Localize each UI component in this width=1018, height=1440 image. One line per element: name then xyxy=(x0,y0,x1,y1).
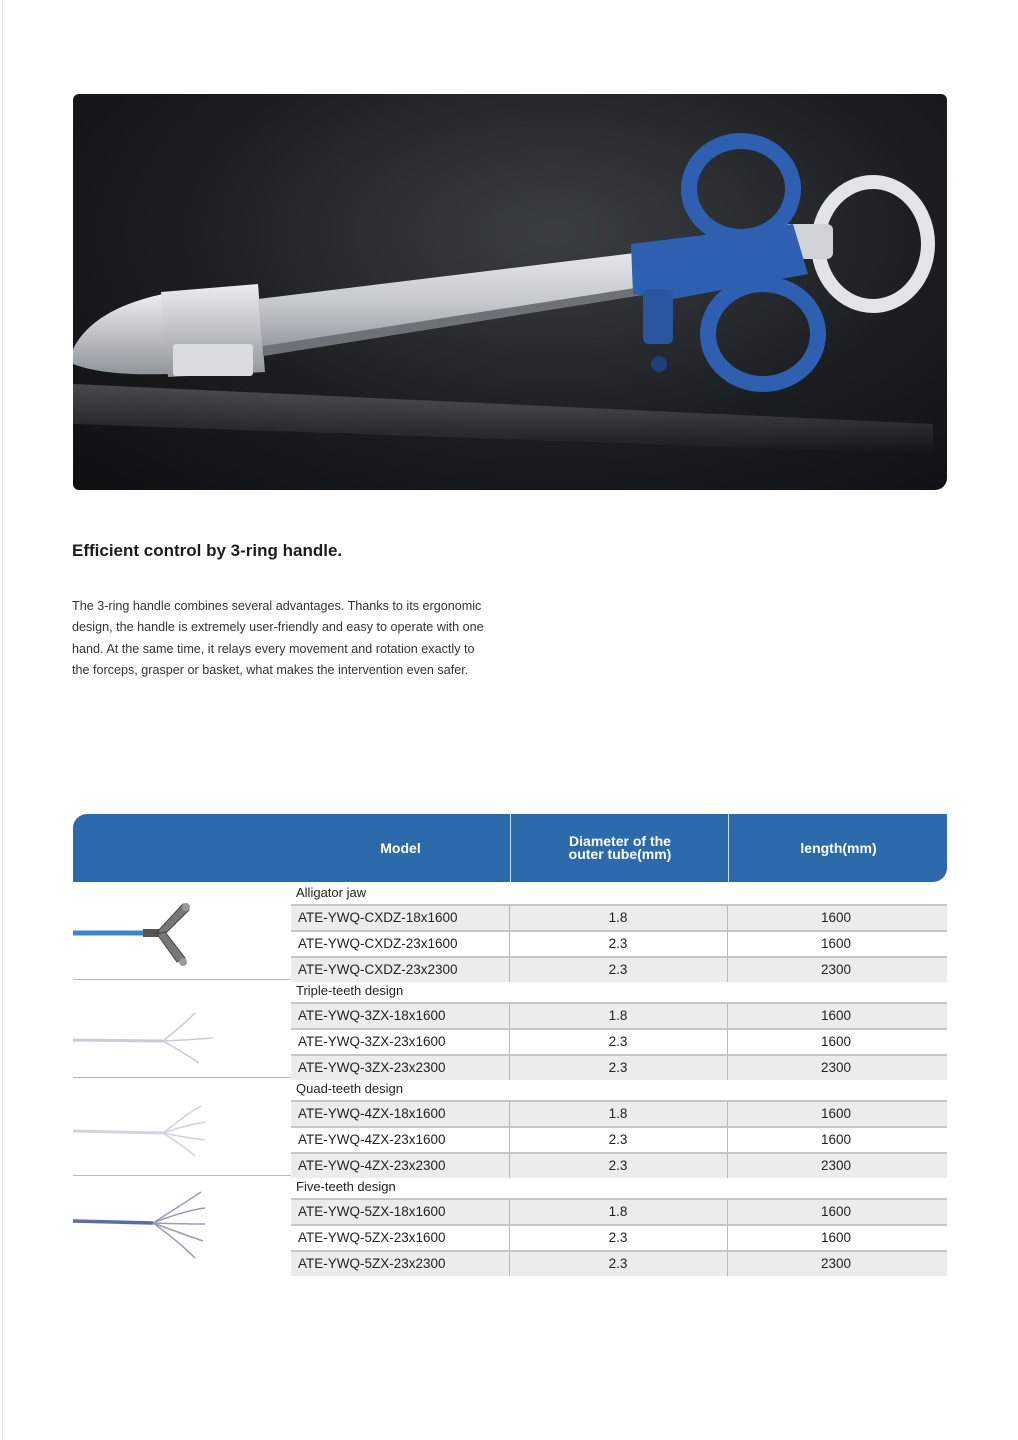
three-ring-handle-icon xyxy=(73,94,947,490)
column-divider xyxy=(727,932,728,956)
table-row xyxy=(291,930,947,956)
model-cell: ATE-YWQ-3ZX-18x1600 xyxy=(298,1008,446,1023)
diameter-cell: 2.3 xyxy=(608,962,628,977)
column-divider xyxy=(509,1200,510,1224)
section-heading: Efficient control by 3-ring handle. xyxy=(72,541,343,560)
column-divider xyxy=(727,1004,728,1028)
table-row xyxy=(291,1002,947,1028)
column-header-length: length(mm) xyxy=(728,814,948,882)
length-cell: 1600 xyxy=(820,1008,852,1023)
product-group xyxy=(73,1176,947,1273)
table-row xyxy=(291,1054,947,1080)
column-divider xyxy=(727,1226,728,1250)
group-title: Five-teeth design xyxy=(296,1179,396,1194)
table-row xyxy=(291,1250,947,1276)
product-group xyxy=(73,1078,947,1176)
diameter-cell: 1.8 xyxy=(608,1008,628,1023)
model-cell: ATE-YWQ-3ZX-23x1600 xyxy=(298,1034,446,1049)
model-cell: ATE-YWQ-CXDZ-23x1600 xyxy=(298,936,458,951)
table-row xyxy=(291,1100,947,1126)
specification-table xyxy=(73,814,947,1273)
column-divider xyxy=(727,1252,728,1276)
column-divider xyxy=(727,1154,728,1178)
length-cell: 2300 xyxy=(820,1060,852,1075)
model-cell: ATE-YWQ-CXDZ-18x1600 xyxy=(298,910,458,925)
length-cell: 1600 xyxy=(820,1230,852,1245)
diameter-cell: 2.3 xyxy=(608,1132,628,1147)
length-cell: 2300 xyxy=(820,1158,852,1173)
table-header xyxy=(73,814,947,882)
column-header-diameter-text: Diameter of the outer tube(mm) xyxy=(568,833,672,862)
model-cell: ATE-YWQ-CXDZ-23x2300 xyxy=(298,962,458,977)
column-divider xyxy=(509,1154,510,1178)
diameter-cell: 2.3 xyxy=(608,936,628,951)
diameter-cell: 1.8 xyxy=(608,1204,628,1219)
model-cell: ATE-YWQ-4ZX-23x2300 xyxy=(298,1158,446,1173)
table-row xyxy=(291,904,947,930)
table-row xyxy=(291,956,947,982)
length-cell: 1600 xyxy=(820,1034,852,1049)
product-photo xyxy=(73,94,947,490)
column-header-diameter xyxy=(510,814,729,882)
column-divider xyxy=(509,906,510,930)
product-group xyxy=(73,980,947,1078)
length-cell: 1600 xyxy=(820,1106,852,1121)
column-divider xyxy=(509,1102,510,1126)
table-row xyxy=(291,1224,947,1250)
product-group xyxy=(73,882,947,980)
diameter-cell: 2.3 xyxy=(608,1256,628,1271)
length-cell: 2300 xyxy=(820,1256,852,1271)
group-title: Triple-teeth design xyxy=(296,983,404,998)
column-divider xyxy=(727,1102,728,1126)
table-row xyxy=(291,1126,947,1152)
model-cell: ATE-YWQ-5ZX-18x1600 xyxy=(298,1204,446,1219)
column-header-model: Model xyxy=(380,839,421,856)
table-row xyxy=(291,1152,947,1178)
group-rows xyxy=(291,904,947,982)
diameter-cell: 1.8 xyxy=(608,910,628,925)
table-row xyxy=(291,1028,947,1054)
column-divider xyxy=(727,1056,728,1080)
column-divider xyxy=(509,1030,510,1054)
length-cell: 2300 xyxy=(820,962,852,977)
diameter-cell: 1.8 xyxy=(608,1106,628,1121)
table-body xyxy=(73,882,947,1273)
page-edge-line xyxy=(2,0,3,1440)
model-cell: ATE-YWQ-5ZX-23x1600 xyxy=(298,1230,446,1245)
group-title: Alligator jaw xyxy=(296,885,367,900)
group-rows xyxy=(291,1198,947,1276)
column-divider xyxy=(727,906,728,930)
column-divider xyxy=(509,1056,510,1080)
column-divider xyxy=(509,1004,510,1028)
length-cell: 1600 xyxy=(820,910,852,925)
diameter-cell: 2.3 xyxy=(608,1230,628,1245)
column-divider xyxy=(509,932,510,956)
column-divider xyxy=(509,958,510,982)
column-divider xyxy=(509,1226,510,1250)
group-rows xyxy=(291,1100,947,1178)
model-cell: ATE-YWQ-3ZX-23x2300 xyxy=(298,1060,446,1075)
table-row xyxy=(291,1198,947,1224)
column-divider xyxy=(727,1200,728,1224)
diameter-cell: 2.3 xyxy=(608,1060,628,1075)
column-divider xyxy=(727,1128,728,1152)
group-rows xyxy=(291,1002,947,1080)
length-cell: 1600 xyxy=(820,1132,852,1147)
column-divider xyxy=(727,1030,728,1054)
description-paragraph: The 3-ring handle combines several advantages. Thanks to its ergonomic design, the handle is extremely user-friendly and easy to operate with one hand. At the same time, it relays every movement and rotation exactly to the forceps, grasper or basket, what makes the intervention even safer. xyxy=(72,599,484,677)
column-divider xyxy=(727,958,728,982)
group-title: Quad-teeth design xyxy=(296,1081,403,1096)
model-cell: ATE-YWQ-5ZX-23x2300 xyxy=(298,1256,446,1271)
diameter-cell: 2.3 xyxy=(608,1034,628,1049)
model-cell: ATE-YWQ-4ZX-23x1600 xyxy=(298,1132,446,1147)
column-divider xyxy=(509,1128,510,1152)
length-cell: 1600 xyxy=(820,936,852,951)
diameter-cell: 2.3 xyxy=(608,1158,628,1173)
column-divider xyxy=(509,1252,510,1276)
model-cell: ATE-YWQ-4ZX-18x1600 xyxy=(298,1106,446,1121)
length-cell: 1600 xyxy=(820,1204,852,1219)
